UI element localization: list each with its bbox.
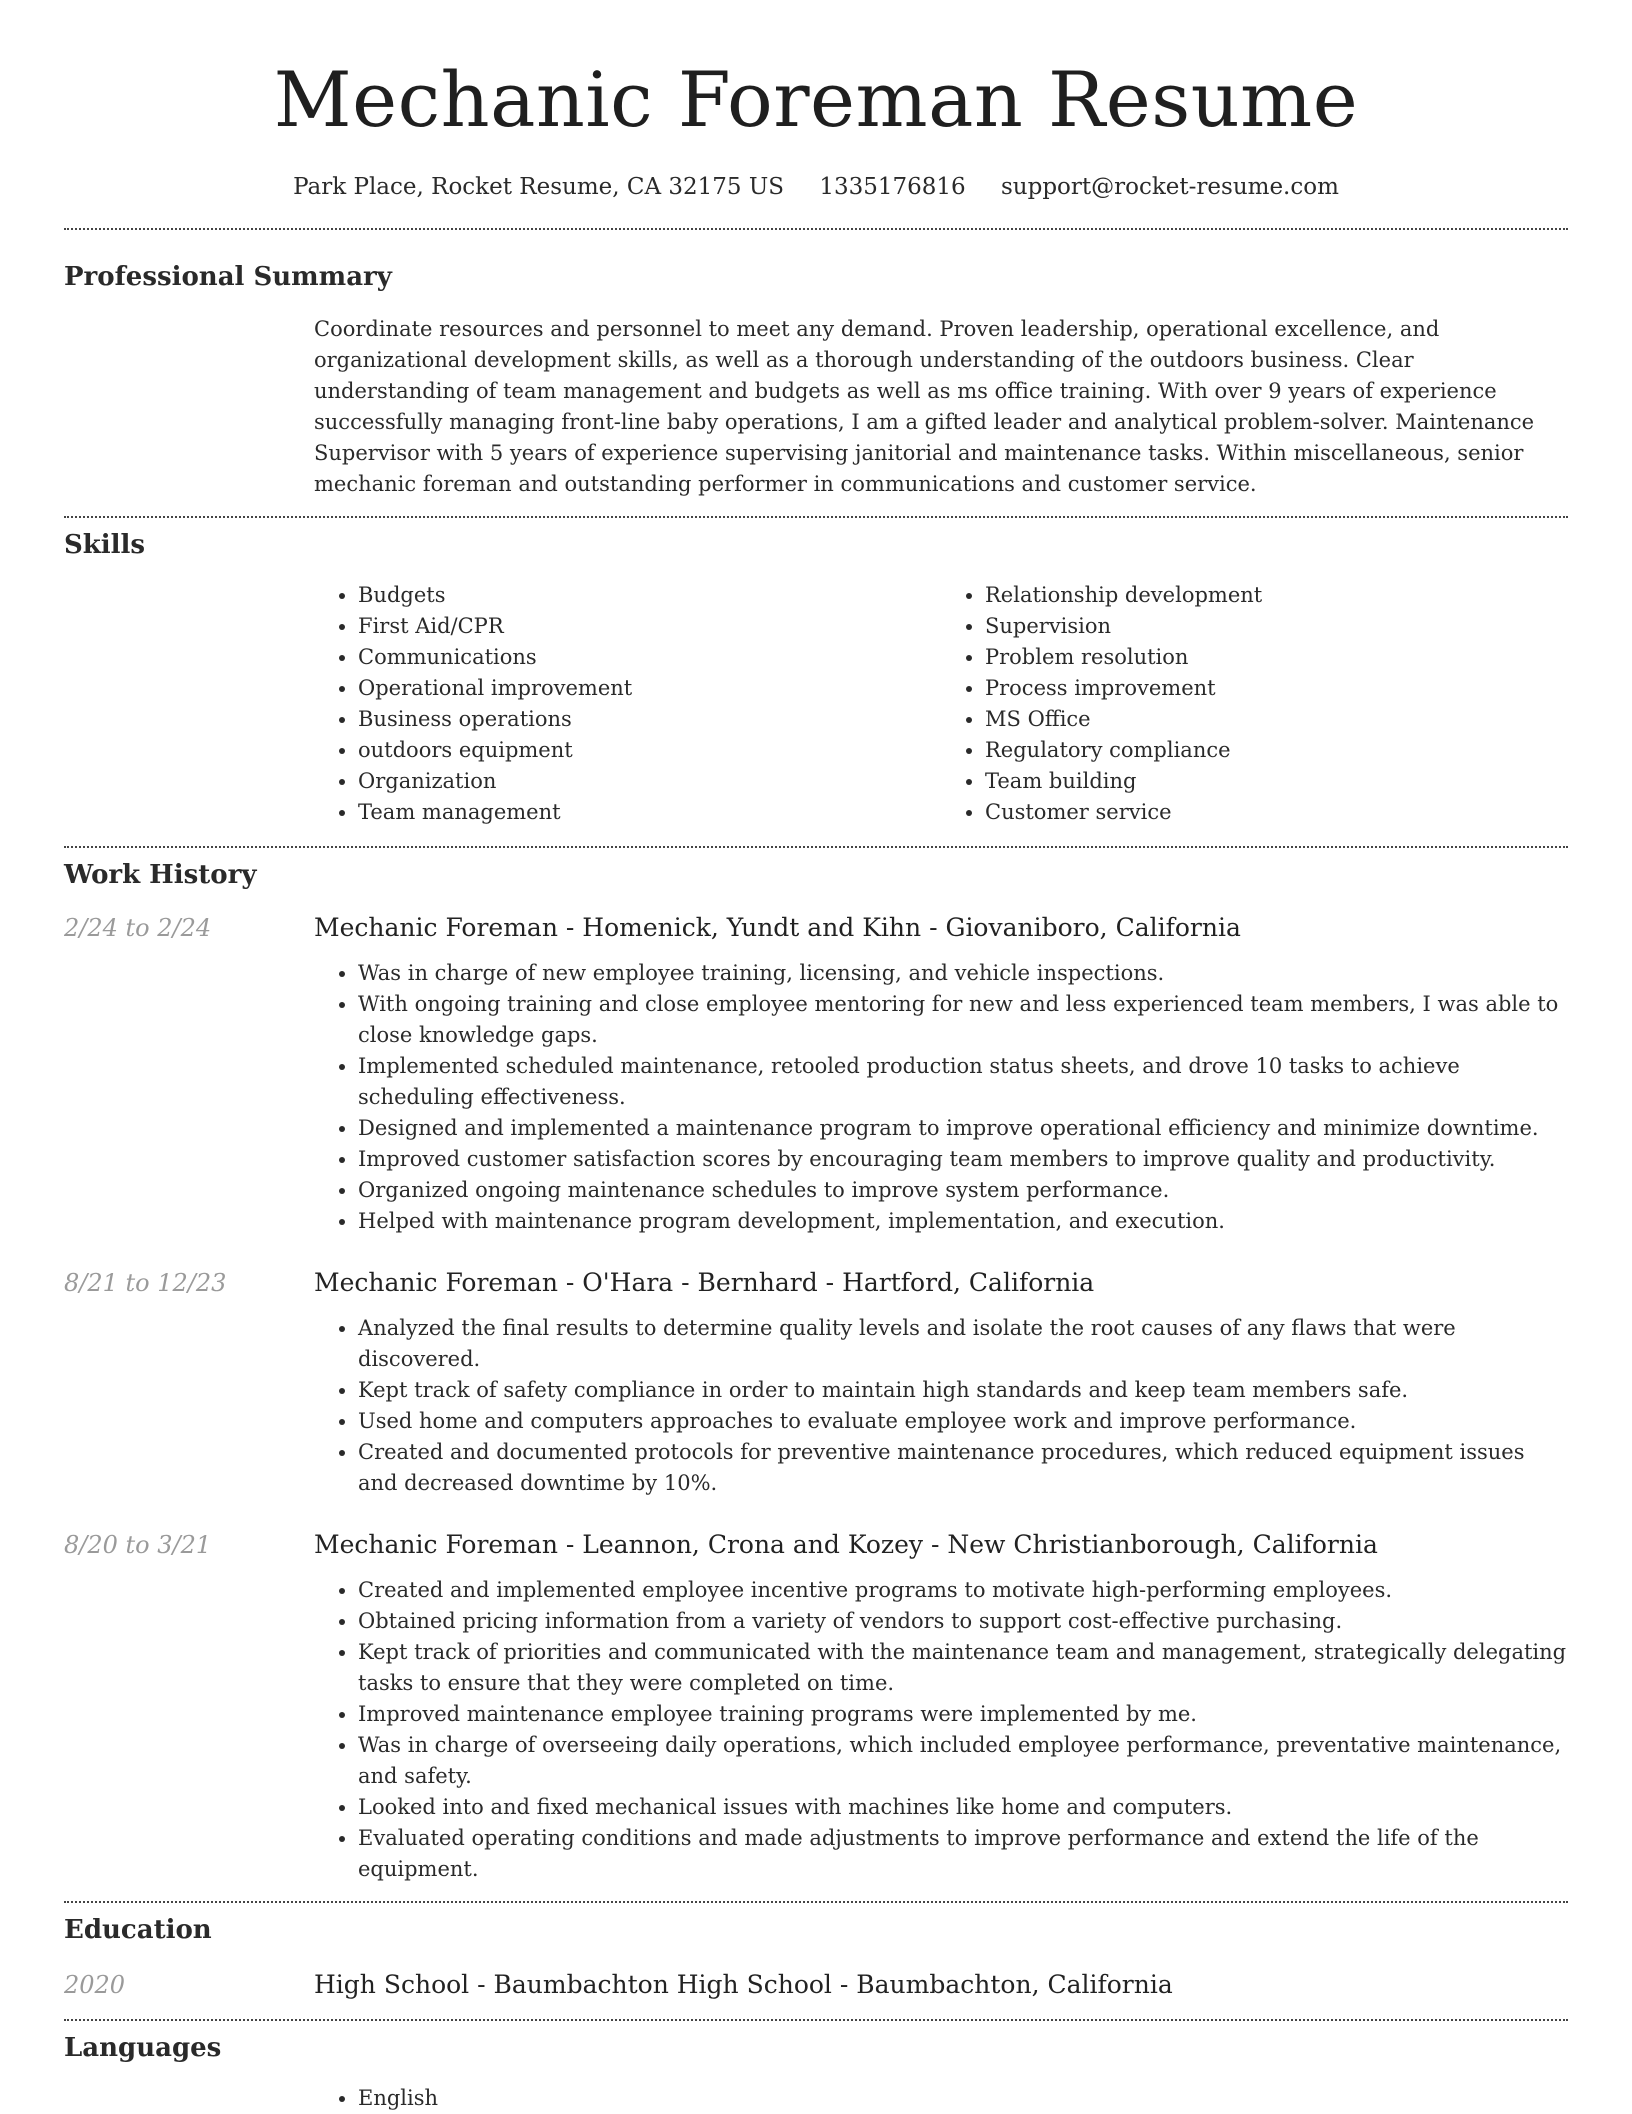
skills-list-right xyxy=(941,580,1568,828)
resume-title: Mechanic Foreman Resume xyxy=(273,55,1359,144)
job-bullet: • Used home and computers approaches to evaluate employee work and improve performance. xyxy=(358,1406,1568,1437)
languages-list xyxy=(314,2083,1568,2114)
skill-item: • Team management xyxy=(358,797,941,828)
job-bullets xyxy=(314,958,1568,1237)
job-dates: 8/21 to 12/23 xyxy=(64,1269,227,1297)
skill-item: • Operational improvement xyxy=(358,673,941,704)
skill-item: • Organization xyxy=(358,766,941,797)
job-header xyxy=(64,1267,1568,1299)
education-year: 2020 xyxy=(64,1971,126,1999)
divider xyxy=(64,228,1568,230)
skill-item: • Team building xyxy=(985,766,1568,797)
job-dates: 2/24 to 2/24 xyxy=(64,914,212,942)
divider xyxy=(64,846,1568,848)
job-dates: 8/20 to 3/21 xyxy=(64,1531,212,1559)
skills-columns xyxy=(314,580,1568,828)
work-section xyxy=(64,858,1568,1885)
job-bullet: • Implemented scheduled maintenance, retooled production status sheets, and drove 10 tasks to achieve scheduling effectiveness. xyxy=(358,1051,1568,1113)
education-entry xyxy=(64,1969,1568,2001)
education-section xyxy=(64,1913,1568,2001)
education-title: High School - Baumbachton High School - Baumbachton, California xyxy=(314,1970,1173,1999)
job-bullet: • Improved customer satisfaction scores by encouraging team members to improve quality and productivity. xyxy=(358,1144,1568,1175)
job-bullet: • Evaluated operating conditions and made adjustments to improve performance and extend the life of the equipment. xyxy=(358,1823,1568,1885)
job-title: Mechanic Foreman - Homenick, Yundt and Kihn - Giovaniboro, California xyxy=(314,913,1241,942)
divider xyxy=(64,516,1568,518)
job-bullet: • Created and implemented employee incentive programs to motivate high-performing employees. xyxy=(358,1575,1568,1606)
job-bullet: • Created and documented protocols for preventive maintenance procedures, which reduced equipment issues and decreased downtime by 10%. xyxy=(358,1437,1568,1499)
job-bullets xyxy=(314,1313,1568,1499)
job-title: Mechanic Foreman - O'Hara - Bernhard - Hartford, California xyxy=(314,1268,1095,1297)
summary-text: Coordinate resources and personnel to meet any demand. Proven leadership, operational excellence, and organizational development skills, as well as a thorough understanding of the outdoors business. Clear understanding of team management and budgets as well as ms office training. With over 9 years of experience successfully managing front-line baby operations, I am a gifted leader and analytical problem-solver. Maintenance Supervisor with 5 years of experience supervising janitorial and maintenance tasks. Within miscellaneous, senior mechanic foreman and outstanding performer in communications and customer service. xyxy=(314,317,1535,496)
skill-item: • Budgets xyxy=(358,580,941,611)
job-bullets xyxy=(314,1575,1568,1885)
skills-heading: Skills xyxy=(64,530,146,560)
job-entry xyxy=(64,1529,1568,1885)
summary-section xyxy=(64,260,1568,500)
skill-item: • First Aid/CPR xyxy=(358,611,941,642)
job-bullet: • Analyzed the final results to determine quality levels and isolate the root causes of any flaws that were discovered. xyxy=(358,1313,1568,1375)
skill-item: • Communications xyxy=(358,642,941,673)
skill-item: • Business operations xyxy=(358,704,941,735)
skill-item: • Problem resolution xyxy=(985,642,1568,673)
skill-item: • MS Office xyxy=(985,704,1568,735)
languages-heading: Languages xyxy=(64,2033,222,2063)
skill-item: • Process improvement xyxy=(985,673,1568,704)
job-bullet: • Obtained pricing information from a variety of vendors to support cost-effective purchasing. xyxy=(358,1606,1568,1637)
languages-section xyxy=(64,2031,1568,2114)
skills-list-left xyxy=(314,580,941,828)
skill-item: • Regulatory compliance xyxy=(985,735,1568,766)
contact-phone: 1335176816 xyxy=(819,174,966,200)
job-bullet: • Kept track of safety compliance in order to maintain high standards and keep team members safe. xyxy=(358,1375,1568,1406)
job-title: Mechanic Foreman - Leannon, Crona and Kozey - New Christianborough, California xyxy=(314,1530,1378,1559)
job-entry xyxy=(64,1267,1568,1499)
job-bullet: • Was in charge of overseeing daily operations, which included employee performance, preventative maintenance, and safety. xyxy=(358,1730,1568,1792)
skill-item: • outdoors equipment xyxy=(358,735,941,766)
job-bullet: • With ongoing training and close employee mentoring for new and less experienced team members, I was able to close knowledge gaps. xyxy=(358,989,1568,1051)
job-bullet: • Helped with maintenance program development, implementation, and execution. xyxy=(358,1206,1568,1237)
contact-line xyxy=(64,172,1568,202)
job-bullet: • Designed and implemented a maintenance program to improve operational efficiency and minimize downtime. xyxy=(358,1113,1568,1144)
summary-heading: Professional Summary xyxy=(64,262,392,292)
skill-item: • Relationship development xyxy=(985,580,1568,611)
contact-email[interactable]: support@rocket-resume.com xyxy=(1000,174,1339,200)
job-entry xyxy=(64,912,1568,1237)
work-heading: Work History xyxy=(64,860,257,890)
education-heading: Education xyxy=(64,1915,212,1945)
job-header xyxy=(64,1529,1568,1561)
contact-address: Park Place, Rocket Resume, CA 32175 US xyxy=(293,174,785,200)
job-bullet: • Kept track of priorities and communicated with the maintenance team and management, strategically delegating tasks to ensure that they were completed on time. xyxy=(358,1637,1568,1699)
divider xyxy=(64,2019,1568,2021)
skills-section xyxy=(64,528,1568,828)
job-bullet: • Organized ongoing maintenance schedules to improve system performance. xyxy=(358,1175,1568,1206)
job-bullet: • Was in charge of new employee training, licensing, and vehicle inspections. xyxy=(358,958,1568,989)
job-header xyxy=(64,912,1568,944)
skill-item: • Customer service xyxy=(985,797,1568,828)
job-bullet: • Looked into and fixed mechanical issues with machines like home and computers. xyxy=(358,1792,1568,1823)
job-bullet: • Improved maintenance employee training programs were implemented by me. xyxy=(358,1699,1568,1730)
skill-item: • Supervision xyxy=(985,611,1568,642)
language-item: • English xyxy=(358,2083,1568,2114)
divider xyxy=(64,1901,1568,1903)
